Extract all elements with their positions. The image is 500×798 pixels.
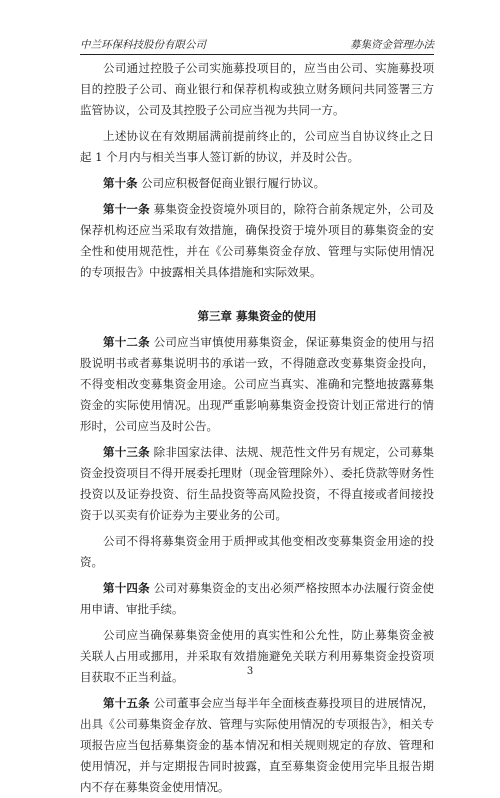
paragraph-text: 上述协议在有效期届满前提前终止的，公司应当自协议终止之日起 1 个月内与相关当事人签订新的协议，并及时公告。 [80, 129, 434, 164]
article-number: 第十四条 [103, 581, 150, 595]
paragraph-text: 公司董事会应当每半年全面核查募投项目的进展情况，出具《公司募集资金存放、管理与实际使用情况的专项报告》，相关专项报告应当包括募集资金的基本情况和相关规则规定的存放、管理和使用情况，并与定期报告同时披露，直至募集资金使用完毕且报告期内不存在募集资金使用情况。 [80, 696, 435, 794]
article-paragraph [80, 173, 434, 194]
paragraph-text: 公司应当确保募集资金使用的真实性和公允性，防止募集资金被关联人占用或挪用，并采取有效措施避免关联方利用募集资金投资项目获取不正当利益。 [80, 628, 434, 684]
paragraph-text: 公司应积极督促商业银行履行协议。 [141, 176, 326, 190]
paragraph-text: 公司通过控股子公司实施募投项目的，应当由公司、实施募投项目的控股子公司、商业银行和保荐机构或独立财务顾问共同签署三方监管协议，公司及其控股子公司应当视为共同一方。 [80, 61, 434, 117]
paragraph-text: 公司不得将募集资金用于质押或其他变相改变募集资金用途的投资。 [80, 534, 434, 569]
article-number: 第十二条 [103, 335, 150, 349]
document-body [80, 58, 434, 798]
article-number: 第十一条 [103, 202, 150, 216]
article-paragraph [80, 199, 434, 283]
paragraph-text: 除非国家法律、法规、规范性文件另有规定，公司募集资金投资项目不得开展委托理财（现金管理除外）、委托贷款等财务性投资以及证券投资、衍生品投资等高风险投资，不得直接或者间接投资于以买卖有价证券为主要业务的公司。 [80, 445, 435, 522]
page-number: 3 [246, 666, 254, 677]
article-paragraph [80, 693, 434, 798]
chapter-heading: 第三章 募集资金的使用 [197, 309, 317, 323]
paragraph [80, 126, 434, 168]
paragraph-text: 募集资金投资境外项目的，除符合前条规定外，公司及保荐机构还应当采取有效措施，确保投资于境外项目的募集资金的安全性和使用规范性，并在《公司募集资金存放、管理与实际使用情况的专项报告》中披露相关具体措施和实际效果。 [80, 202, 435, 279]
paragraph [80, 625, 434, 688]
header-company-name: 中兰环保科技股份有限公司 [80, 39, 206, 51]
paragraph [80, 531, 434, 573]
paragraph-text: 公司应当审慎使用募集资金，保证募集资金的使用与招股说明书或者募集说明书的承诺一致，不得随意改变募集资金投向，不得变相改变募集资金用途。公司应当真实、准确和完整地披露募集资金的实际使用情况。出现严重影响募集资金投资计划正常进行的情形时，公司应当及时公告。 [80, 335, 435, 433]
paragraph-text: 公司对募集资金的支出必须严格按照本办法履行资金使用申请、审批手续。 [80, 581, 435, 616]
article-paragraph [80, 332, 434, 437]
paragraph [80, 58, 434, 121]
article-number: 第十条 [103, 176, 138, 190]
article-number: 第十三条 [103, 445, 150, 459]
page-header [80, 38, 434, 55]
header-document-title: 募集资金管理办法 [350, 39, 434, 51]
article-number: 第十五条 [103, 696, 150, 710]
article-paragraph [80, 442, 434, 526]
article-paragraph [80, 578, 434, 620]
